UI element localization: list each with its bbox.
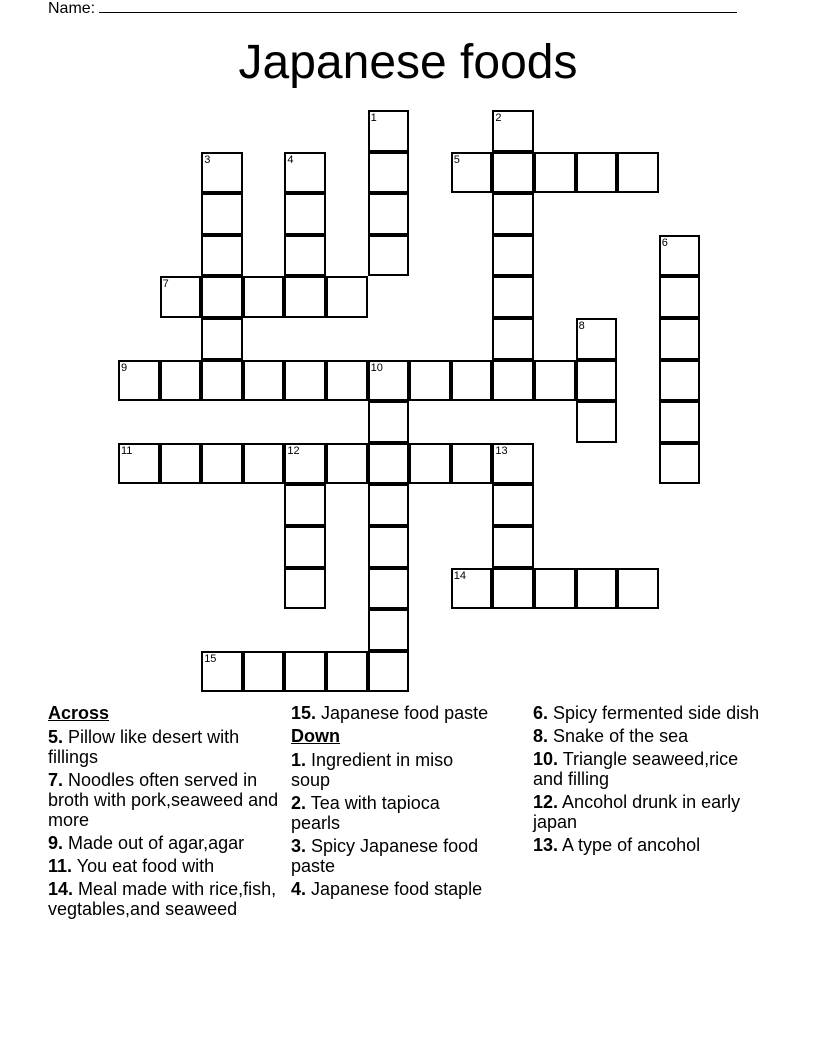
- grid-cell[interactable]: [576, 152, 618, 194]
- clue-across-14: 14. Meal made with rice,fish, vegtables,and seaweed: [48, 879, 277, 919]
- grid-cell[interactable]: [368, 193, 410, 235]
- grid-cell[interactable]: [201, 193, 243, 235]
- grid-cell[interactable]: [534, 568, 576, 610]
- grid-cell[interactable]: [284, 484, 326, 526]
- clue-number: 9: [121, 361, 128, 374]
- clue-across-15: 15. Japanese food paste: [291, 703, 489, 723]
- grid-cell[interactable]: [284, 193, 326, 235]
- grid-cell[interactable]: [326, 443, 368, 485]
- clue-down-4: 4. Japanese food staple: [291, 879, 483, 899]
- grid-cell[interactable]: [201, 276, 243, 318]
- grid-cell[interactable]: [492, 110, 534, 152]
- grid-cell[interactable]: [284, 152, 326, 194]
- grid-cell[interactable]: [368, 235, 410, 277]
- grid-cell[interactable]: [326, 651, 368, 693]
- grid-cell[interactable]: [284, 651, 326, 693]
- clue-across-9: 9. Made out of agar,agar: [48, 833, 245, 853]
- grid-cell[interactable]: [576, 401, 618, 443]
- clue-down-10: 10. Triangle seaweed,rice and filling: [533, 749, 739, 789]
- grid-cell[interactable]: [492, 152, 534, 194]
- grid-cell[interactable]: [326, 276, 368, 318]
- clue-across-5: 5. Pillow like desert with fillings: [48, 727, 240, 767]
- grid-cell[interactable]: [659, 443, 701, 485]
- grid-cell[interactable]: [284, 526, 326, 568]
- clue-down-8: 8. Snake of the sea: [533, 726, 689, 746]
- clue-number: 15: [204, 652, 217, 665]
- grid-cell[interactable]: [284, 235, 326, 277]
- grid-cell[interactable]: [492, 568, 534, 610]
- grid-cell[interactable]: [409, 443, 451, 485]
- grid-cell[interactable]: [492, 193, 534, 235]
- grid-cell[interactable]: [451, 360, 493, 402]
- grid-cell[interactable]: [368, 360, 410, 402]
- grid-cell[interactable]: [201, 360, 243, 402]
- grid-cell[interactable]: [201, 235, 243, 277]
- grid-cell[interactable]: [492, 318, 534, 360]
- grid-cell[interactable]: [201, 651, 243, 693]
- grid-cell[interactable]: [326, 360, 368, 402]
- clues-column-1: [48, 703, 284, 922]
- clue-number: 12: [287, 444, 300, 457]
- clue-number: 7: [162, 278, 169, 291]
- grid-cell[interactable]: [243, 443, 285, 485]
- grid-cell[interactable]: [492, 235, 534, 277]
- grid-cell[interactable]: [243, 360, 285, 402]
- grid-cell[interactable]: [492, 276, 534, 318]
- grid-cell[interactable]: [201, 152, 243, 194]
- grid-cell[interactable]: [368, 651, 410, 693]
- grid-cell[interactable]: [368, 609, 410, 651]
- clue-down-13: 13. A type of ancohol: [533, 835, 701, 855]
- grid-cell[interactable]: [576, 568, 618, 610]
- name-label: Name:: [48, 0, 96, 17]
- grid-cell[interactable]: [659, 235, 701, 277]
- clue-number: 3: [204, 153, 211, 166]
- grid-cell[interactable]: [284, 568, 326, 610]
- grid-cell[interactable]: [368, 401, 410, 443]
- grid-cell[interactable]: [118, 443, 160, 485]
- grid-cell[interactable]: [368, 152, 410, 194]
- grid-cell[interactable]: [368, 443, 410, 485]
- page-title: Japanese foods: [238, 36, 578, 89]
- grid-cell[interactable]: [492, 360, 534, 402]
- grid-cell[interactable]: [659, 276, 701, 318]
- grid-cell[interactable]: [617, 568, 659, 610]
- clue-number: 10: [370, 361, 383, 374]
- down-heading: Down: [291, 726, 340, 746]
- clue-number: 8: [578, 320, 585, 332]
- grid-cell[interactable]: [201, 443, 243, 485]
- grid-cell[interactable]: [284, 443, 326, 485]
- clue-number: 6: [661, 236, 668, 249]
- grid-cell[interactable]: [659, 360, 701, 402]
- grid-cell[interactable]: [243, 276, 285, 318]
- grid-cell[interactable]: [368, 526, 410, 568]
- name-field[interactable]: [48, 0, 737, 18]
- grid-cell[interactable]: [492, 484, 534, 526]
- clue-number: 1: [370, 112, 377, 124]
- grid-cell[interactable]: [451, 568, 493, 610]
- across-heading: Across: [48, 703, 110, 723]
- grid-cell[interactable]: [659, 318, 701, 360]
- grid-cell[interactable]: [284, 276, 326, 318]
- grid-cell[interactable]: [451, 443, 493, 485]
- grid-cell[interactable]: [118, 360, 160, 402]
- clue-down-2: 2. Tea with tapioca pearls: [291, 793, 440, 833]
- grid-cell[interactable]: [409, 360, 451, 402]
- grid-cell[interactable]: [160, 360, 202, 402]
- clue-number: 2: [495, 112, 502, 124]
- clue-down-6: 6. Spicy fermented side dish: [533, 703, 760, 723]
- grid-cell[interactable]: [368, 568, 410, 610]
- grid-cell[interactable]: [576, 360, 618, 402]
- grid-cell[interactable]: [492, 443, 534, 485]
- clues-column-3: [533, 703, 763, 858]
- clue-across-11: 11. You eat food with: [48, 856, 215, 876]
- clue-across-7: 7. Noodles often served in broth with pork,seaweed and more: [48, 770, 279, 830]
- grid-cell[interactable]: [284, 360, 326, 402]
- grid-cell[interactable]: [368, 484, 410, 526]
- grid-cell[interactable]: [492, 526, 534, 568]
- clue-down-12: 12. Ancohol drunk in early japan: [533, 792, 741, 832]
- clue-down-3: 3. Spicy Japanese food paste: [291, 836, 479, 876]
- grid-cell[interactable]: [659, 401, 701, 443]
- clue-number: 13: [495, 444, 508, 457]
- clue-number: 11: [121, 444, 133, 457]
- grid-cell[interactable]: [160, 443, 202, 485]
- name-underline[interactable]: [99, 0, 737, 13]
- grid-cell[interactable]: [368, 110, 410, 152]
- grid-cell[interactable]: [576, 318, 618, 360]
- clues-column-2: [291, 703, 491, 902]
- grid-cell[interactable]: [617, 152, 659, 194]
- clue-down-1: 1. Ingredient in miso soup: [291, 750, 454, 790]
- grid-cell[interactable]: [243, 651, 285, 693]
- clue-number: 4: [287, 153, 294, 166]
- clue-number: 14: [453, 569, 467, 582]
- grid-cell[interactable]: [534, 152, 576, 194]
- grid-cell[interactable]: [534, 360, 576, 402]
- clue-number: 5: [453, 153, 460, 166]
- grid-cell[interactable]: [160, 276, 202, 318]
- grid-cell[interactable]: [201, 318, 243, 360]
- grid-cell[interactable]: [451, 152, 493, 194]
